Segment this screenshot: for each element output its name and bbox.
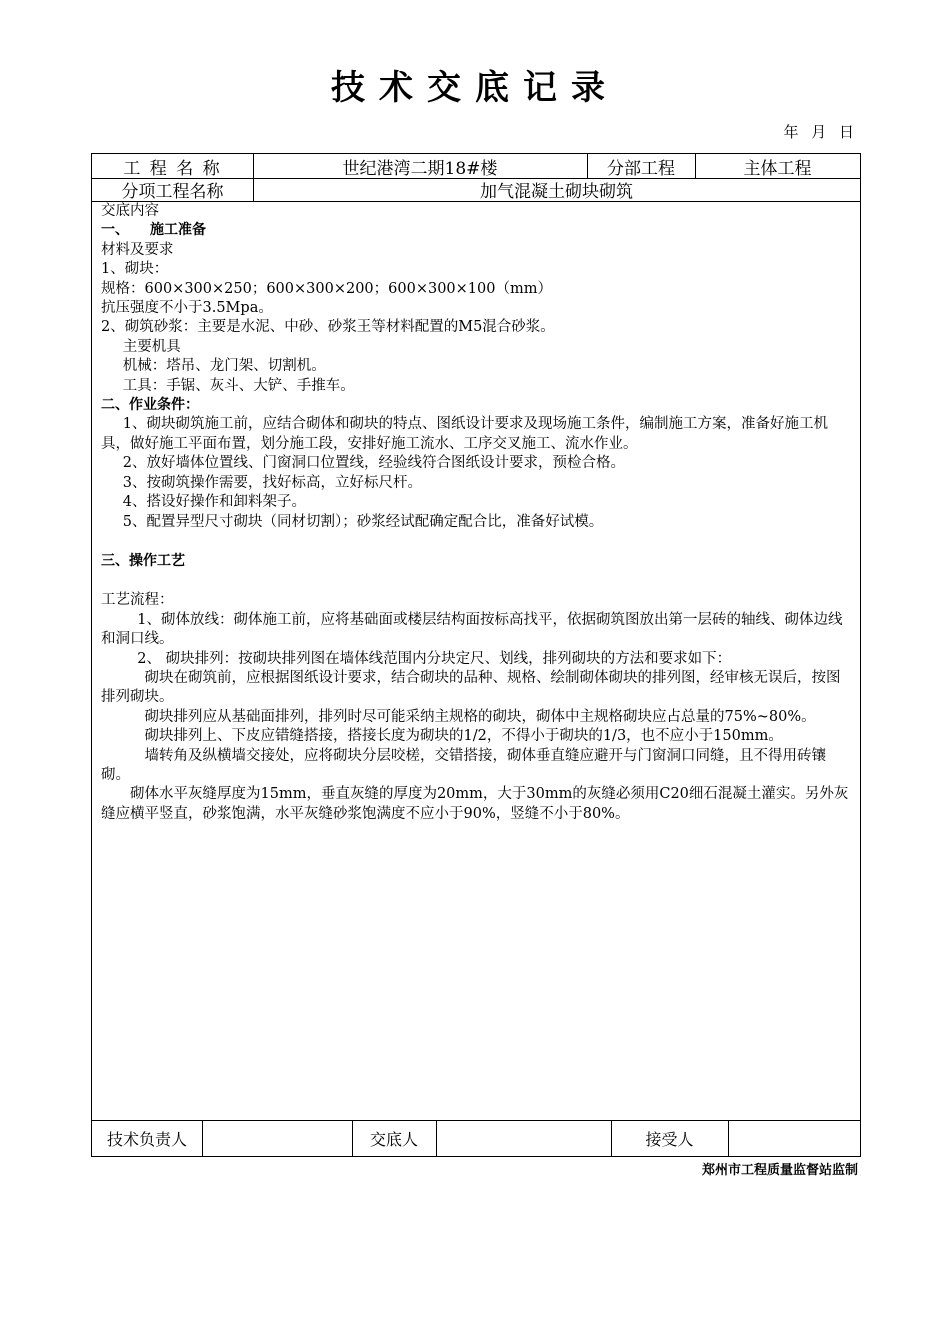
section-3-paragraph: 砌块在砌筑前，应根据图纸设计要求，结合砌块的品种、规格、绘制砌体砌块的排列图，经审核无误后，按图排列砌块。 (101, 669, 841, 706)
section-2-paragraph: 3、按砌筑操作需要，找好标高，立好标尺杆。 (122, 474, 422, 491)
section-1-line: 主要机具 (122, 338, 181, 355)
division-value: 主体工程 (743, 158, 812, 179)
section-3-paragraph: 砌块排列上、下皮应错缝搭接，搭接长度为砌块的1/2，不得小于砌块的1/3，也不应小于150mm。 (144, 728, 783, 745)
section-1-line: 规格：600×300×250；600×300×200；600×300×100（mm） (101, 280, 552, 297)
project-name-value: 世纪港湾二期18#楼 (342, 158, 498, 179)
section-1-line: 工具：手锯、灰斗、大铲、手推车。 (122, 377, 355, 394)
project-name-label: 工 程 名 称 (123, 158, 222, 179)
date-label: 年 月 日 (783, 123, 858, 141)
receiver-signature-field[interactable] (728, 1120, 860, 1156)
section-1-line: 机械：塔吊、龙门架、切割机。 (122, 358, 326, 375)
section-2-paragraph: 4、搭设好操作和卸料架子。 (122, 494, 306, 511)
content-heading: 交底内容 (101, 203, 159, 219)
section-3-paragraph: 砌体水平灰缝厚度为15mm，垂直灰缝的厚度为20mm，大于30mm的灰缝必须用C20细石混凝土灌实。另外灰缝应横平竖直，砂浆饱满，水平灰缝砂浆饱满度不应小于90%，竖缝不小于80%。 (101, 786, 849, 822)
section-1-line: 抗压强度不小于3.5Mpa。 (101, 300, 273, 317)
tech-lead-label: 技术负责人 (106, 1129, 187, 1149)
section-3-paragraph: 1、砌体放线：砌体施工前，应将基础面或楼层结构面按标高找平，依据砌筑图放出第一层砖的轴线、砌体边线和洞口线。 (101, 611, 843, 648)
spacer (101, 571, 852, 591)
page-title: 技术交底记录 (331, 68, 619, 108)
section-3-paragraph: 2、 砌块排列：按砌块排列图在墙体线范围内分块定尺、划线，排列砌块的方法和要求如下： (137, 650, 732, 667)
subdivision-label: 分项工程名称 (121, 182, 224, 202)
section-1-line: 2、砌筑砂浆：主要是水泥、中砂、砂浆王等材料配置的M5混合砂浆。 (101, 319, 555, 336)
section-2-paragraph: 2、放好墙体位置线、门窗洞口位置线，经验线符合图纸设计要求，预检合格。 (122, 455, 625, 472)
section-1-title: 一、 施工准备 (101, 222, 206, 239)
section-1-line: 1、砌块： (101, 261, 169, 278)
section-3-paragraph: 砌块排列应从基础面排列，排列时尽可能采纳主规格的砌块，砌体中主规格砌块应占总量的75%~80%。 (144, 708, 816, 725)
section-2-paragraph: 5、配置异型尺寸砌块（同材切割）；砂浆经试配确定配合比，准备好试模。 (122, 513, 604, 530)
section-2-paragraph: 1、砌块砌筑施工前，应结合砌体和砌块的特点、图纸设计要求及现场施工条件，编制施工方案，准备好施工机具，做好施工平面布置，划分施工段，安排好施工流水、工序交叉施工、流水作业。 (101, 416, 828, 452)
footer-issuer: 郑州市工程质量监督站监制 (701, 1163, 858, 1178)
section-3-title: 三、操作工艺 (101, 552, 185, 569)
section-2-title: 二、作业条件： (101, 397, 199, 414)
spacer (101, 532, 852, 552)
subdivision-value: 加气混凝土砌块砌筑 (480, 182, 633, 202)
receiver-label: 接受人 (645, 1129, 694, 1149)
tech-lead-signature-field[interactable] (202, 1120, 352, 1156)
disclosure-content (92, 202, 860, 824)
section-1-line: 材料及要求 (101, 241, 174, 258)
division-label: 分部工程 (607, 158, 675, 179)
section-3-line: 工艺流程： (101, 592, 174, 609)
section-3-paragraph: 墙转角及纵横墙交接处，应将砌块分层咬槎，交错搭接，砌体垂直缝应避开与门窗洞口同缝，且不得用砖镶砌。 (101, 747, 826, 783)
discloser-signature-field[interactable] (436, 1120, 611, 1156)
record-table (91, 153, 861, 1157)
discloser-label: 交底人 (369, 1129, 418, 1149)
